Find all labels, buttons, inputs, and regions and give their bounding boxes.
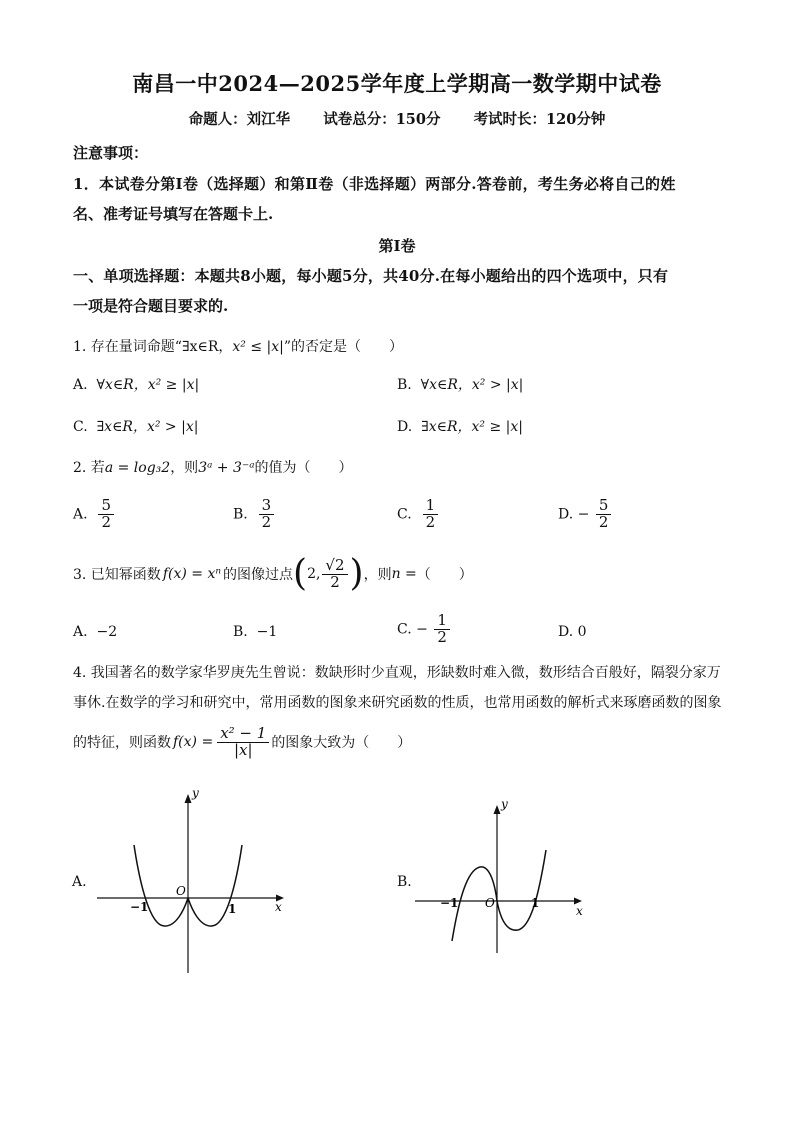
- q1-option-d: D. ∃x∈R，x² ≥ |x|: [397, 419, 523, 435]
- q1-option-a: A. ∀x∈R，x² ≥ |x|: [73, 377, 200, 393]
- q3-expr: f(x) = xⁿ: [162, 566, 222, 582]
- y-axis-arrow-icon: [494, 805, 501, 814]
- exam-total-score: 试卷总分：150分: [323, 111, 441, 128]
- q4-graph-a: [92, 785, 292, 980]
- y-label: y: [501, 797, 508, 811]
- question-3-stem: 3. 已知幂函数 f(x) = xⁿ 的图像过点 ( 2, $\frac{√2}{2}$ ) ，则 n = （ ）: [73, 553, 473, 594]
- origin-label: O: [485, 896, 495, 910]
- q2-option-d: D. − $\frac{5}{2}$: [558, 498, 613, 531]
- q4-line-2: 事休.在数学的学习和研究中，常用函数的图象来研究函数的性质，也常用函数的解析式来琢磨函数的图象: [73, 695, 722, 711]
- x-label: x: [576, 904, 583, 918]
- q2-expr: a = log₃2: [104, 460, 171, 476]
- q2-expr2: 3ᵃ + 3⁻ᵃ: [198, 460, 255, 476]
- q4-option-a-label: A.: [72, 874, 87, 890]
- pos-one-label: 1: [531, 896, 540, 910]
- q4-line-1: 4. 我国著名的数学家华罗庚先生曾说：数缺形时少直观，形缺数时难入微，数形结合百般好，隔裂分家万: [73, 665, 721, 681]
- y-label: y: [192, 786, 199, 800]
- q3-option-b: B. −1: [233, 624, 278, 640]
- q1-quantifier: ∃x∈R: [181, 339, 219, 355]
- question-1-stem: [73, 336, 403, 356]
- notes-line-2: 名、准考证号填写在答题卡上.: [73, 205, 274, 223]
- q3-option-c: C. − $\frac{1}{2}$: [397, 613, 452, 646]
- part1-heading: 第Ⅰ卷: [378, 237, 416, 255]
- q1-option-b: B. ∀x∈R，x² > |x|: [397, 377, 524, 393]
- q4-option-b-label: B.: [397, 874, 412, 890]
- notes-heading: 注意事项：: [73, 144, 149, 162]
- q2-option-b: B. $\frac{3}{2}$: [233, 498, 276, 531]
- q2-option-c: C. $\frac{1}{2}$: [397, 498, 440, 531]
- q1-prefix: 1. 存在量词命题“: [73, 339, 182, 355]
- q1-sep: ，: [218, 339, 233, 355]
- exam-duration: 考试时长：120分钟: [473, 111, 606, 128]
- neg-one-label: −1: [440, 896, 459, 910]
- exam-title: 南昌一中2024—2025学年度上学期高一数学期中试卷: [132, 71, 662, 96]
- exam-author: 命题人：刘江华: [188, 111, 291, 128]
- q1-option-c: C. ∃x∈R，x² > |x|: [73, 419, 199, 435]
- exam-meta: [0, 108, 794, 129]
- q3-option-a: A. −2: [73, 624, 118, 640]
- q2-option-a: A. $\frac{5}{2}$: [73, 498, 116, 531]
- question-2-stem: 2. 若a = log₃2，则3ᵃ + 3⁻ᵃ的值为（ ）: [73, 460, 353, 476]
- q1-suffix: ”的否定是（ ）: [283, 339, 404, 355]
- x-label: x: [275, 900, 282, 914]
- q4-graph-b: [410, 795, 590, 955]
- neg-one-label: −1: [130, 900, 149, 914]
- pos-one-label: 1: [228, 902, 237, 916]
- q1-condition: x² ≤ |x|: [232, 339, 284, 355]
- section1-line-2: 一项是符合题目要求的.: [73, 297, 229, 315]
- notes-line-1: 1．本试卷分第Ⅰ卷（选择题）和第Ⅱ卷（非选择题）两部分.答卷前，考生务必将自己的姓: [73, 175, 676, 193]
- q4-line-3: 的特征，则函数 f(x) = $\frac{\text{x² − 1}}{|x|}$ 的图象大致为（ ）: [73, 724, 412, 759]
- q3-point-num: √2: [322, 558, 347, 575]
- section1-line-1: 一、单项选择题：本题共8小题，每小题5分，共40分.在每小题给出的四个选项中，只有: [73, 267, 669, 285]
- origin-label: O: [176, 884, 186, 898]
- y-axis-arrow-icon: [185, 794, 192, 803]
- q3-option-d: D. 0: [558, 624, 587, 640]
